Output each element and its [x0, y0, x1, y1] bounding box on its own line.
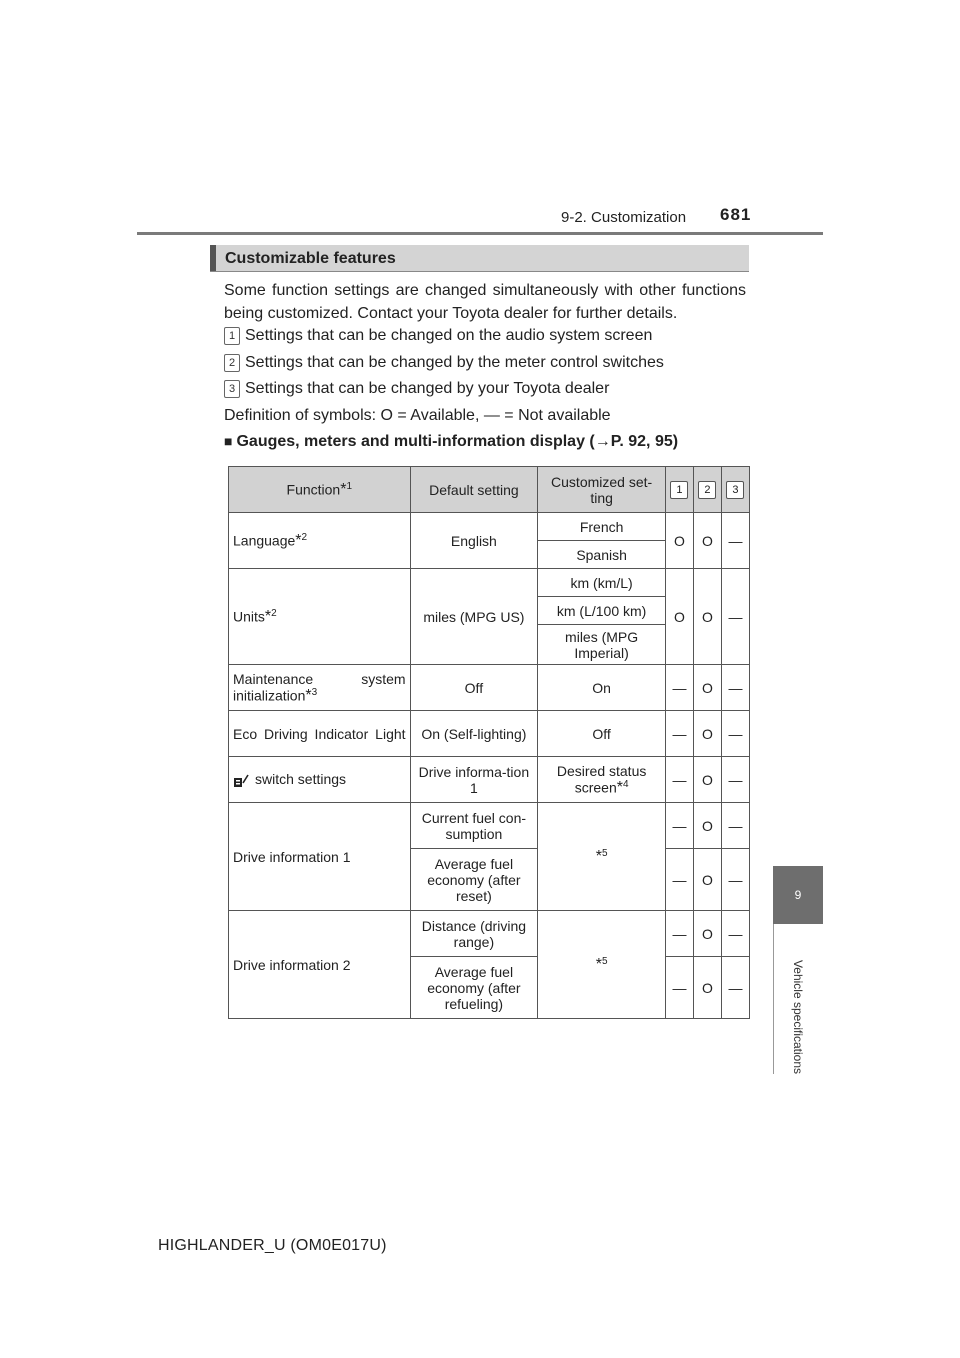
- symbol-cell: —: [666, 711, 694, 757]
- custom-cell: Spanish: [538, 541, 666, 569]
- header-default: Default setting: [410, 467, 538, 513]
- symbol-cell: —: [666, 665, 694, 711]
- symbol-cell: O: [693, 569, 721, 665]
- asterisk-icon: *: [295, 531, 302, 549]
- default-cell: Current fuel con-sumption: [410, 803, 538, 849]
- default-cell: Average fuel economy (after reset): [410, 849, 538, 911]
- table-row: [229, 757, 750, 803]
- header-col-3: [721, 467, 749, 513]
- symbol-cell: —: [666, 803, 694, 849]
- symbol-cell: —: [721, 911, 749, 957]
- custom-cell: Desired status screen*$^4$: [538, 757, 666, 803]
- custom-cell: French: [538, 513, 666, 541]
- page-title: Customizable features: [225, 250, 396, 267]
- custom-cell: *$^5$: [538, 803, 666, 911]
- arrow-icon: →: [594, 433, 611, 450]
- symbol-cell: —: [666, 957, 694, 1019]
- symbol-cell: —: [721, 803, 749, 849]
- asterisk-icon: *: [340, 480, 347, 498]
- function-cell: Language*$^2$: [229, 513, 411, 569]
- header-rule: [137, 232, 823, 235]
- function-cell: Maintenance system initialization*$^3$: [229, 665, 411, 711]
- custom-cell: On: [538, 665, 666, 711]
- subheading-ref: P. 92, 95): [610, 433, 679, 450]
- symbol-cell: O: [693, 803, 721, 849]
- default-cell: English: [410, 513, 538, 569]
- default-cell: miles (MPG US): [410, 569, 538, 665]
- asterisk-icon: *: [305, 686, 312, 704]
- asterisk-icon: *: [595, 847, 602, 865]
- table-header-row: [229, 467, 750, 513]
- function-cell: Drive information 1: [229, 803, 411, 911]
- legend-item-1: [224, 327, 652, 349]
- default-cell: Distance (driving range): [410, 911, 538, 957]
- header-function: Function*$^1$: [229, 467, 411, 513]
- custom-cell: *$^5$: [538, 911, 666, 1019]
- title-underline: [210, 271, 749, 272]
- subheading-text: Gauges, meters and multi-information display (: [236, 433, 595, 450]
- square-bullet-icon: ■: [224, 433, 233, 449]
- symbol-cell: O: [666, 569, 694, 665]
- intro-paragraph: Some function settings are changed simultaneously with other functions being customized. Contact your Toyota dealer for further details.: [224, 282, 746, 322]
- footer-model-code: HIGHLANDER_U (OM0E017U): [158, 1237, 387, 1254]
- symbol-cell: —: [721, 665, 749, 711]
- number-3-icon: 3: [224, 380, 240, 398]
- symbol-definition: Definition of symbols: O = Available, — = Not available: [224, 407, 611, 424]
- settings-table: [228, 466, 750, 1019]
- custom-cell: km (km/L): [538, 569, 666, 597]
- table-row: [229, 665, 750, 711]
- number-1-icon: 1: [670, 481, 688, 499]
- default-cell: Off: [410, 665, 538, 711]
- symbol-cell: —: [721, 569, 749, 665]
- page-number: 681: [720, 205, 752, 224]
- table-row: [229, 803, 750, 849]
- title-bar: [210, 245, 749, 272]
- default-cell: Drive informa-tion 1: [410, 757, 538, 803]
- symbol-cell: O: [693, 849, 721, 911]
- number-2-icon: 2: [698, 481, 716, 499]
- legend-item-2: [224, 354, 664, 376]
- symbol-cell: O: [693, 513, 721, 569]
- symbol-cell: —: [721, 957, 749, 1019]
- table-row: [229, 911, 750, 957]
- subheading: [224, 433, 678, 451]
- chapter-label: Vehicle specifications: [791, 959, 805, 1075]
- header-col-2: [693, 467, 721, 513]
- function-cell: Drive information 2: [229, 911, 411, 1019]
- section-header: 9-2. Customization: [561, 209, 687, 226]
- legend-text: Settings that can be changed on the audio system screen: [245, 327, 653, 345]
- number-3-icon: 3: [726, 481, 744, 499]
- function-cell: switch settings: [229, 757, 411, 803]
- symbol-cell: —: [666, 849, 694, 911]
- symbol-cell: —: [721, 513, 749, 569]
- symbol-cell: —: [721, 711, 749, 757]
- chapter-tab: 9: [773, 866, 823, 924]
- number-1-icon: 1: [224, 327, 240, 345]
- custom-cell: km (L/100 km): [538, 597, 666, 625]
- symbol-cell: —: [721, 757, 749, 803]
- legend-item-3: [224, 380, 609, 402]
- default-cell: On (Self-lighting): [410, 711, 538, 757]
- symbol-cell: O: [666, 513, 694, 569]
- symbol-cell: O: [693, 957, 721, 1019]
- function-cell: Units*$^2$: [229, 569, 411, 665]
- symbol-cell: O: [693, 711, 721, 757]
- custom-cell: Off: [538, 711, 666, 757]
- default-cell: Average fuel economy (after refueling): [410, 957, 538, 1019]
- header-customized: Customized set-ting: [538, 467, 666, 513]
- function-cell: Eco Driving Indicator Light: [229, 711, 411, 757]
- meter-switch-icon: [233, 774, 249, 788]
- symbol-cell: O: [693, 757, 721, 803]
- table-row: [229, 711, 750, 757]
- symbol-cell: O: [693, 911, 721, 957]
- legend-text: Settings that can be changed by your Toyota dealer: [245, 380, 610, 398]
- custom-cell: miles (MPG Imperial): [538, 625, 666, 665]
- asterisk-icon: *: [595, 955, 602, 973]
- header-col-1: [666, 467, 694, 513]
- number-2-icon: 2: [224, 354, 240, 372]
- symbol-cell: O: [693, 665, 721, 711]
- table-row: [229, 569, 750, 597]
- asterisk-icon: *: [616, 778, 623, 796]
- legend-text: Settings that can be changed by the meter control switches: [245, 354, 664, 372]
- side-rule: [773, 924, 774, 1074]
- table-row: [229, 513, 750, 541]
- symbol-cell: —: [721, 849, 749, 911]
- symbol-cell: —: [666, 911, 694, 957]
- asterisk-icon: *: [264, 607, 272, 625]
- symbol-cell: —: [666, 757, 694, 803]
